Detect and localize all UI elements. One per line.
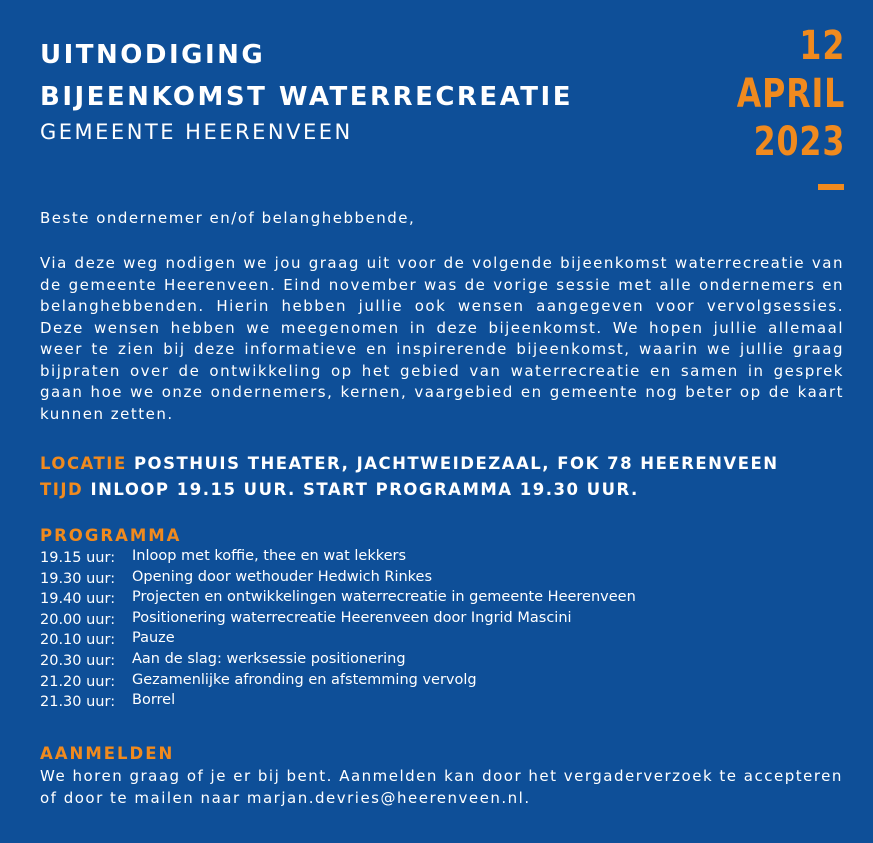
date-accent-bar: [818, 184, 844, 190]
program-heading: PROGRAMMA: [40, 526, 182, 545]
program-desc: Aan de slag: werksessie positionering: [132, 650, 406, 667]
program-time: 20.00 uur:: [40, 611, 116, 628]
program-desc: Gezamenlijke afronding en afstemming vervolg: [132, 671, 477, 688]
title-line-2: BIJEENKOMST WATERRECREATIE: [40, 82, 573, 112]
program-desc: Opening door wethouder Hedwich Rinkes: [132, 568, 433, 585]
program-time: 21.30 uur:: [40, 694, 116, 711]
program-time: 19.15 uur:: [40, 550, 116, 566]
greeting: Beste ondernemer en/of belanghebbende,: [40, 209, 416, 227]
municipality-subtitle: GEMEENTE HEERENVEEN: [40, 120, 353, 144]
program-time: 20.10 uur:: [40, 632, 116, 649]
date-year: 2023: [753, 119, 845, 165]
time-value: INLOOP 19.15 UUR. START PROGRAMMA 19.30 UUR.: [90, 480, 639, 499]
program-desc: Borrel: [132, 692, 176, 709]
program-time: 20.30 uur:: [40, 652, 116, 669]
event-date: [737, 22, 845, 166]
title-line-1: UITNODIGING: [40, 40, 266, 70]
program-time: 19.30 uur:: [40, 570, 116, 587]
program-desc: Positionering waterrecreatie Heerenveen door Ingrid Mascini: [132, 609, 572, 626]
program-time: 19.40 uur:: [40, 591, 116, 608]
time-label: TIJD: [40, 480, 84, 499]
program-time: 21.20 uur:: [40, 673, 116, 690]
date-day: 12: [799, 23, 845, 69]
invitation-title: [40, 34, 573, 118]
location-label: LOCATIE: [40, 454, 127, 473]
program-desc: Pauze: [132, 630, 175, 647]
intro-paragraph: Via deze weg nodigen we jou graag uit voor de volgende bijeenkomst waterrecreatie van de gemeente Heerenveen. Eind november was de vorige sessie met alle ondernemers en belanghebbenden. Hierin hebben jullie ook wensen aangegeven voor vervolgsessies. Deze wensen hebben we meegenomen in deze bijeenkomst. We hopen jullie allemaal weer te zien bij deze informatieve en inspirerende bijeenkomst, waarin we jullie graag bijpraten over de ontwikkeling op het gebied van waterrecreatie en samen in gesprek gaan hoe we onze ondernemers, kernen, vaargebied en gemeente nog beter op de kaart kunnen zetten.: [40, 254, 844, 423]
date-month: APRIL: [736, 71, 845, 117]
signup-text: We horen graag of je er bij bent. Aanmelden kan door het vergaderverzoek te accepteren of door te mailen naar marjan.devries@heerenveen.nl.: [40, 767, 843, 807]
signup-heading: AANMELDEN: [40, 744, 175, 763]
program-desc: Projecten en ontwikkelingen waterrecreatie in gemeente Heerenveen: [132, 589, 636, 606]
location-row: [40, 454, 779, 473]
program-desc: Inloop met koffie, thee en wat lekkers: [132, 548, 407, 564]
time-row: [40, 480, 639, 499]
location-value: POSTHUIS THEATER, JACHTWEIDEZAAL, FOK 78 HEERENVEEN: [133, 454, 779, 473]
